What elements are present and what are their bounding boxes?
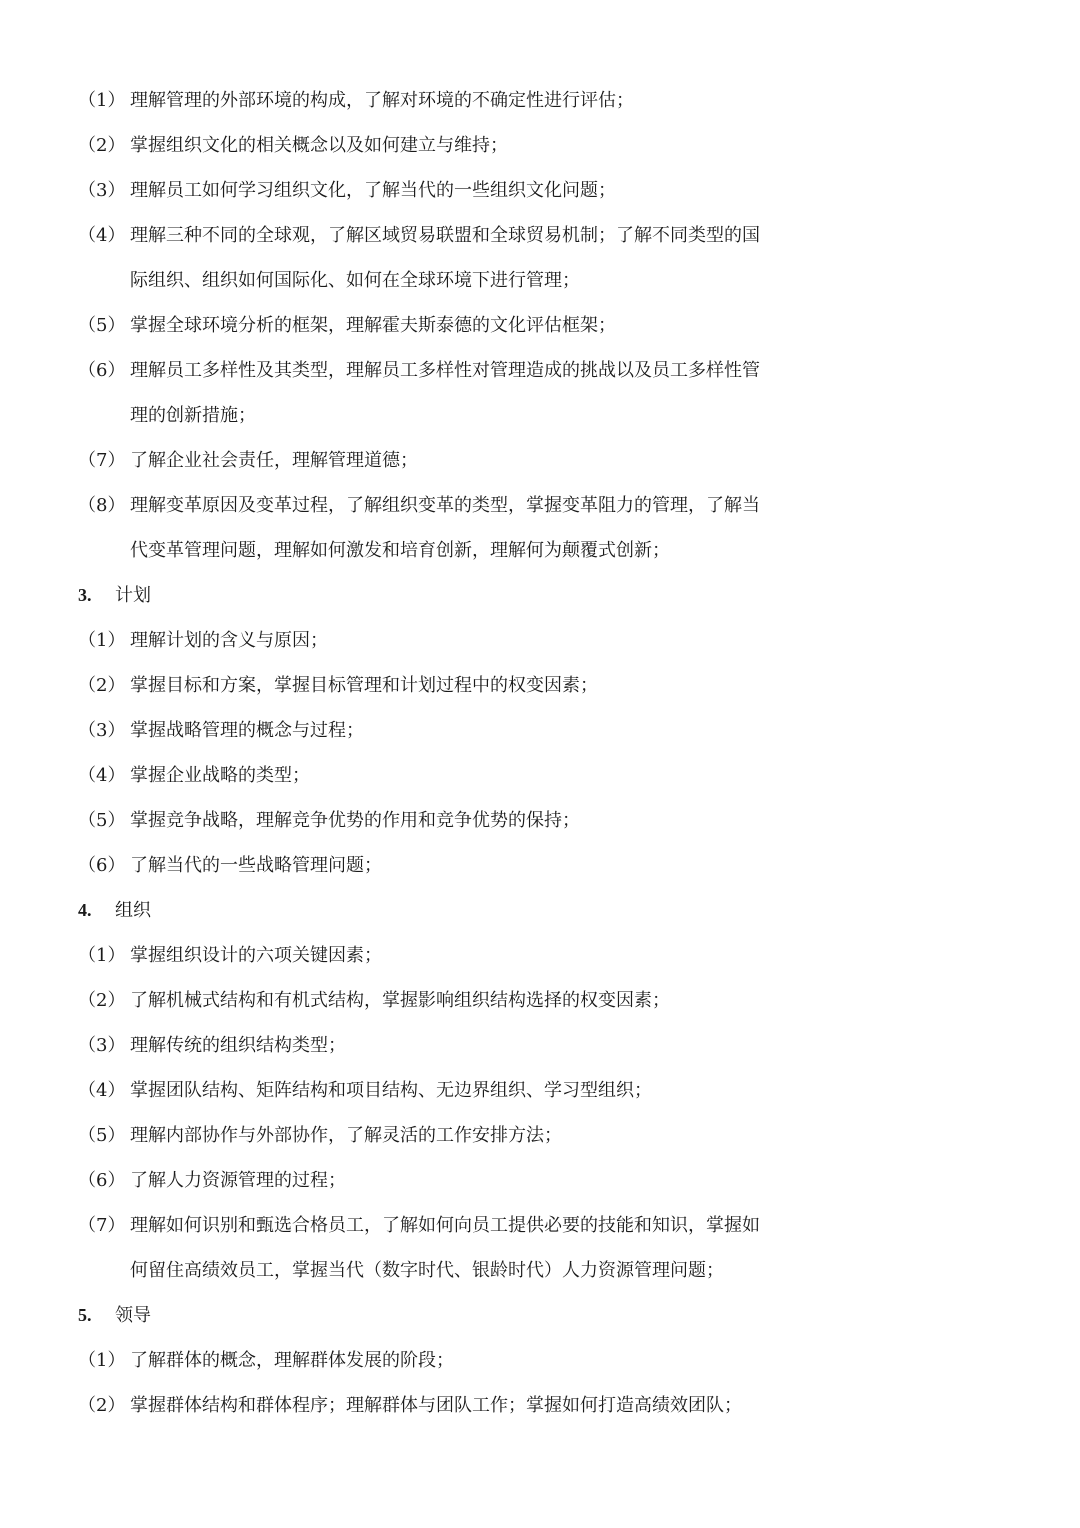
item-number: （4）: [78, 1080, 126, 1101]
item-number: （6）: [78, 855, 126, 876]
item-text: 理解管理的外部环境的构成，了解对环境的不确定性进行评估；: [130, 90, 634, 111]
list-item: [78, 438, 858, 483]
list-item: [78, 1203, 858, 1248]
item-text: 理解变革原因及变革过程，了解组织变革的类型，掌握变革阻力的管理，了解当: [130, 495, 760, 516]
item-number: （1）: [78, 630, 126, 651]
item-number: （3）: [78, 1035, 126, 1056]
list-item: [78, 1113, 858, 1158]
item-number: （4）: [78, 225, 126, 246]
item-text: 掌握目标和方案，掌握目标管理和计划过程中的权变因素；: [130, 675, 598, 696]
item-text: 理解员工多样性及其类型，理解员工多样性对管理造成的挑战以及员工多样性管: [130, 360, 760, 381]
list-item: [78, 348, 858, 393]
item-text: 掌握组织设计的六项关键因素；: [130, 945, 382, 966]
item-number: （6）: [78, 360, 126, 381]
section-heading: [78, 1293, 858, 1338]
list-item: [78, 708, 858, 753]
item-number: （3）: [78, 720, 126, 741]
list-item: [78, 978, 858, 1023]
section-heading: [78, 888, 858, 933]
list-item: [78, 168, 858, 213]
item-number: （6）: [78, 1170, 126, 1191]
item-text: 掌握全球环境分析的框架，理解霍夫斯泰德的文化评估框架；: [130, 315, 616, 336]
item-text: 了解人力资源管理的过程；: [130, 1170, 346, 1191]
list-item: [78, 1338, 858, 1383]
item-text: 掌握企业战略的类型；: [130, 765, 310, 786]
item-number: （4）: [78, 765, 126, 786]
list-item: [78, 798, 858, 843]
item-text-continuation: 际组织、组织如何国际化、如何在全球环境下进行管理；: [130, 270, 580, 291]
item-text: 了解机械式结构和有机式结构，掌握影响组织结构选择的权变因素；: [130, 990, 670, 1011]
item-text: 理解三种不同的全球观，了解区域贸易联盟和全球贸易机制；了解不同类型的国: [130, 225, 760, 246]
item-number: （3）: [78, 180, 126, 201]
item-text: 掌握群体结构和群体程序；理解群体与团队工作；掌握如何打造高绩效团队；: [130, 1395, 742, 1416]
list-item: [78, 843, 858, 888]
list-item: [78, 1068, 858, 1113]
section-number: 5.: [78, 1305, 92, 1325]
list-item: [78, 78, 858, 123]
list-item: [78, 1383, 858, 1428]
list-item: [78, 213, 858, 258]
list-item: [78, 1023, 858, 1068]
item-text: 理解传统的组织结构类型；: [130, 1035, 346, 1056]
list-item: [78, 483, 858, 528]
item-text: 理解内部协作与外部协作，了解灵活的工作安排方法；: [130, 1125, 562, 1146]
item-text: 了解当代的一些战略管理问题；: [130, 855, 382, 876]
item-text: 掌握团队结构、矩阵结构和项目结构、无边界组织、学习型组织；: [130, 1080, 652, 1101]
list-item: [78, 123, 858, 168]
item-number: （2）: [78, 1395, 126, 1416]
document-body: [78, 78, 858, 1428]
item-text: 理解员工如何学习组织文化，了解当代的一些组织文化问题；: [130, 180, 616, 201]
item-number: （7）: [78, 1215, 126, 1236]
item-text-continuation: 理的创新措施；: [130, 405, 256, 426]
item-text-continuation: 何留住高绩效员工，掌握当代（数字时代、银龄时代）人力资源管理问题；: [130, 1260, 724, 1281]
item-text-continuation: 代变革管理问题，理解如何激发和培育创新，理解何为颠覆式创新；: [130, 540, 670, 561]
item-number: （5）: [78, 315, 126, 336]
item-number: （1）: [78, 945, 126, 966]
list-item: [78, 933, 858, 978]
section-number: 3.: [78, 585, 92, 605]
item-text: 理解如何识别和甄选合格员工，了解如何向员工提供必要的技能和知识，掌握如: [130, 1215, 760, 1236]
item-number: （5）: [78, 810, 126, 831]
section-number: 4.: [78, 900, 92, 920]
list-item: [78, 663, 858, 708]
item-text: 掌握战略管理的概念与过程；: [130, 720, 364, 741]
item-text: 掌握竞争战略，理解竞争优势的作用和竞争优势的保持；: [130, 810, 580, 831]
item-text: 掌握组织文化的相关概念以及如何建立与维持；: [130, 135, 508, 156]
item-number: （2）: [78, 135, 126, 156]
list-item: [78, 618, 858, 663]
item-text: 理解计划的含义与原因；: [130, 630, 328, 651]
item-number: （1）: [78, 1350, 126, 1371]
item-number: （2）: [78, 675, 126, 696]
list-item: [78, 1158, 858, 1203]
list-item: [78, 753, 858, 798]
list-item: [78, 303, 858, 348]
section-title: 计划: [115, 585, 151, 606]
item-number: （1）: [78, 90, 126, 111]
item-text: 了解群体的概念，理解群体发展的阶段；: [130, 1350, 454, 1371]
section-heading: [78, 573, 858, 618]
section-title: 领导: [115, 1305, 151, 1326]
item-number: （7）: [78, 450, 126, 471]
item-number: （8）: [78, 495, 126, 516]
section-title: 组织: [115, 900, 151, 921]
item-text: 了解企业社会责任，理解管理道德；: [130, 450, 418, 471]
item-number: （2）: [78, 990, 126, 1011]
item-number: （5）: [78, 1125, 126, 1146]
